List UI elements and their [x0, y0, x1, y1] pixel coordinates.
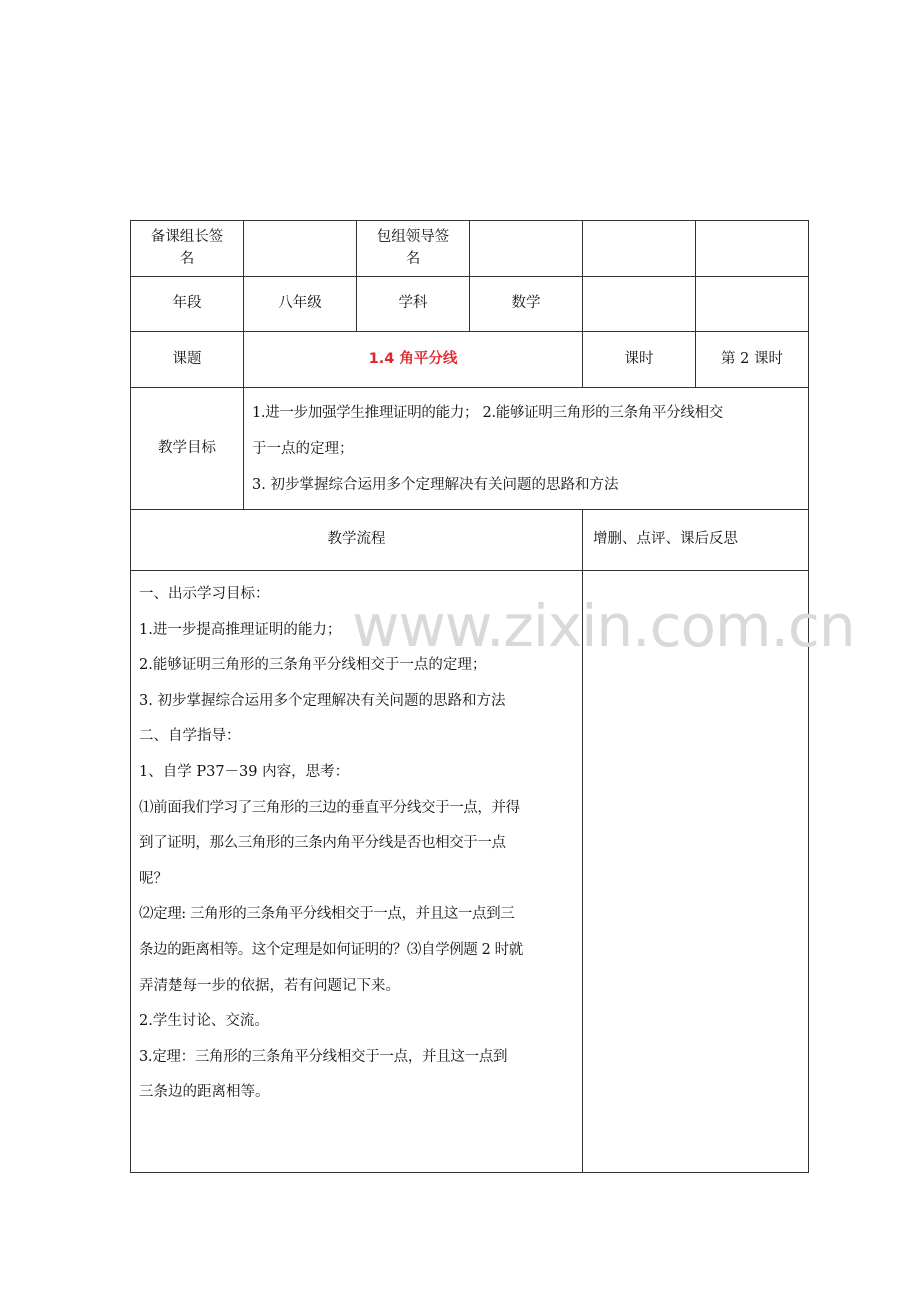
flow-line: 2.学生讨论、交流。 [139, 1013, 269, 1030]
flow-line: 二、自学指导： [139, 728, 241, 745]
teaching-flow-content [131, 571, 583, 1173]
flow-line: ⑴前面我们学习了三角形的三边的垂直平分线交于一点，并得 [139, 799, 520, 816]
flow-line: 三条边的距离相等。 [139, 1084, 270, 1101]
objectives-content [244, 388, 809, 510]
grade-subject-row [131, 277, 809, 332]
flow-line: 2.能够证明三角形的三条角平分线相交于一点的定理； [139, 657, 487, 674]
supervisor-sign-label: 包组领导签名 [357, 221, 470, 277]
topic-row [131, 332, 809, 388]
period-label: 课时 [583, 332, 696, 388]
grade-label: 年段 [131, 277, 244, 332]
subject-label: 学科 [357, 277, 470, 332]
flow-line: 3.定理：三角形的三条角平分线相交于一点，并且这一点到 [139, 1048, 508, 1065]
objective-line: 3. 初步掌握综合运用多个定理解决有关问题的思路和方法 [252, 476, 619, 493]
teaching-flow-heading: 教学流程 [131, 510, 583, 571]
flow-line: 弄清楚每一步的依据，若有问题记下来。 [139, 977, 400, 994]
flow-line: 1.进一步提高推理证明的能力； [139, 621, 342, 638]
objective-line: 1.进一步加强学生推理证明的能力； 2.能够证明三角形的三条角平分线相交 [252, 404, 723, 421]
flow-header-row [131, 510, 809, 571]
group-leader-sign-cell [244, 221, 357, 277]
lesson-plan-table [130, 220, 809, 1173]
topic-label: 课题 [131, 332, 244, 388]
flow-line: ⑵定理: 三角形的三条角平分线相交于一点，并且这一点到三 [139, 906, 515, 923]
reflection-notes-cell [583, 571, 809, 1173]
objective-line: 于一点的定理； [252, 440, 354, 457]
period-value: 第 2 课时 [696, 332, 809, 388]
flow-body-row [131, 571, 809, 1173]
lesson-title: 1.4 角平分线 [244, 332, 583, 388]
flow-line: 一、出示学习目标： [139, 586, 270, 602]
empty-cell [583, 221, 696, 277]
reflection-heading: 增删、点评、课后反思 [583, 510, 809, 571]
flow-line: 1、自学 P37－39 内容，思考： [139, 763, 350, 780]
flow-line: 条边的距离相等。这个定理是如何证明的？⑶自学例题 2 时就 [139, 941, 523, 958]
objectives-label: 教学目标 [131, 388, 244, 510]
flow-line: 到了证明，那么三角形的三条内角平分线是否也相交于一点 [139, 835, 506, 852]
empty-cell [583, 277, 696, 332]
empty-cell [696, 221, 809, 277]
objectives-row [131, 388, 809, 510]
subject-value: 数学 [470, 277, 583, 332]
watermark: www.zixin.com.cn [352, 592, 855, 660]
signature-row [131, 221, 809, 277]
supervisor-sign-cell [470, 221, 583, 277]
flow-line: 呢？ [139, 870, 168, 887]
empty-cell [696, 277, 809, 332]
grade-value: 八年级 [244, 277, 357, 332]
flow-line: 3. 初步掌握综合运用多个定理解决有关问题的思路和方法 [139, 692, 506, 709]
group-leader-sign-label: 备课组长签名 [131, 221, 244, 277]
